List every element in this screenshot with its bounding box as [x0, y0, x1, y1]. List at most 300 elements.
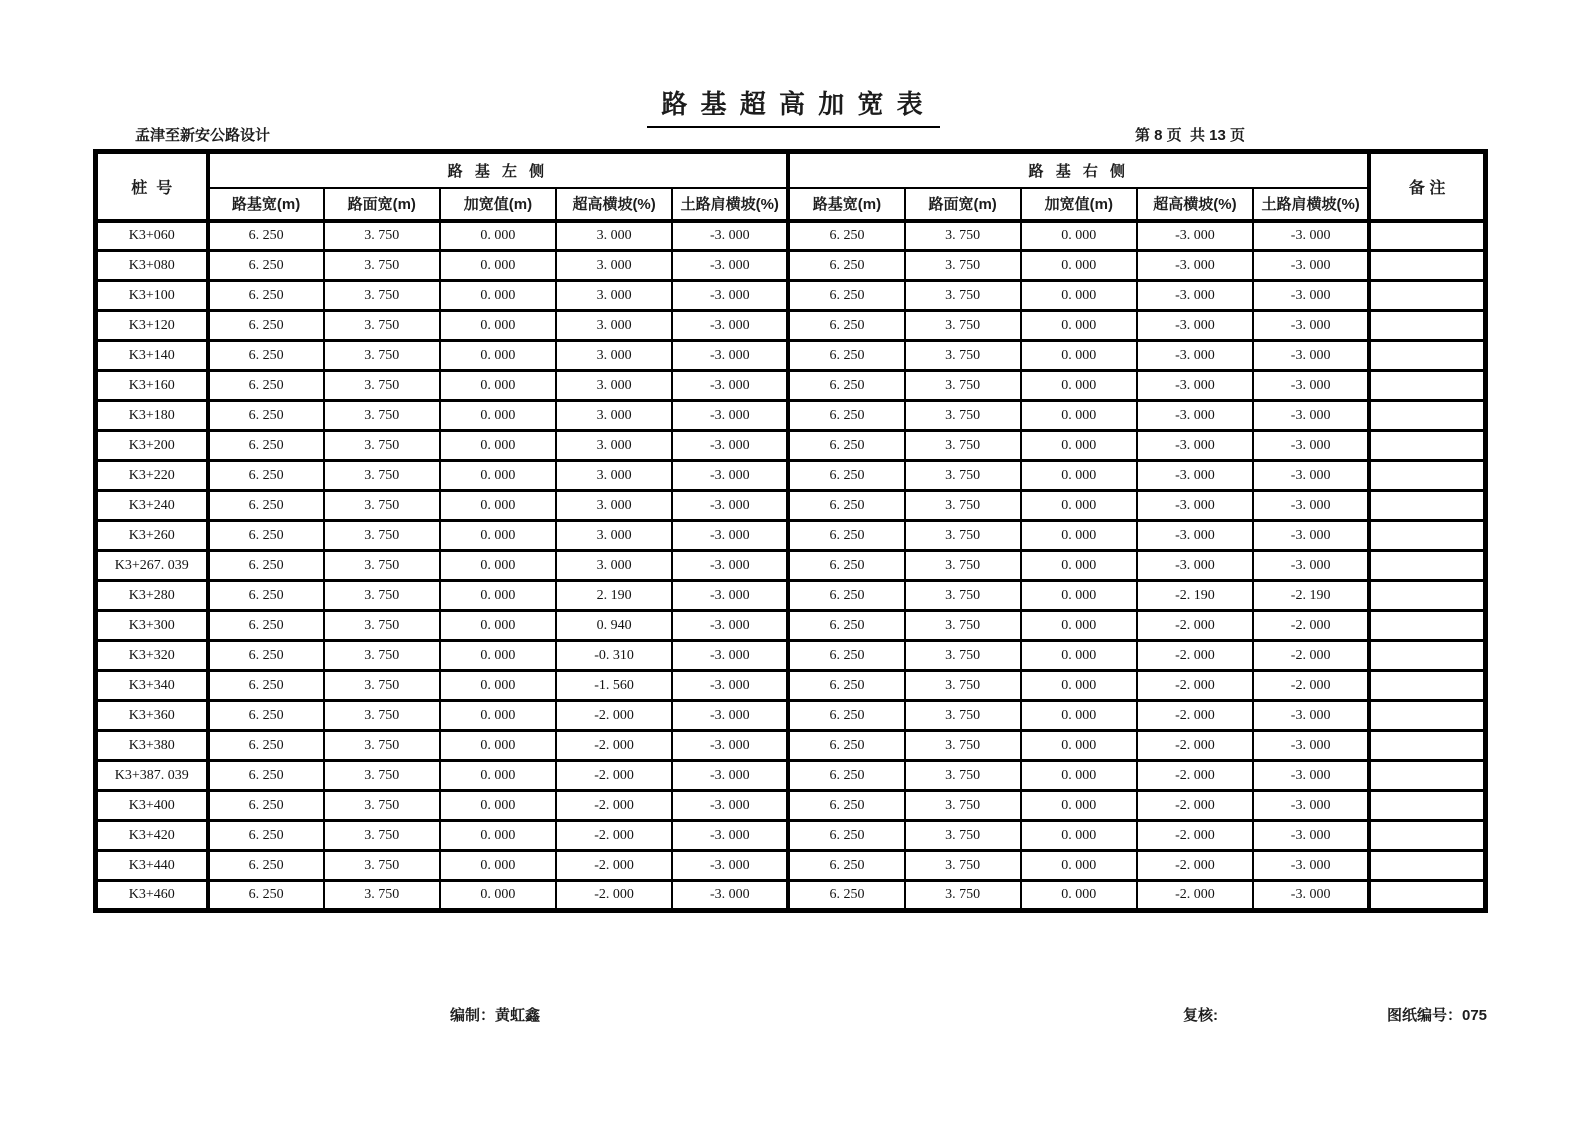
- station-cell: K3+267. 039: [96, 551, 208, 581]
- remark-cell: [1369, 701, 1485, 731]
- remark-cell: [1369, 671, 1485, 701]
- value-cell: -3. 000: [1253, 491, 1369, 521]
- value-cell: 6. 250: [208, 731, 324, 761]
- value-cell: 6. 250: [208, 491, 324, 521]
- remark-cell: [1369, 731, 1485, 761]
- value-cell: 0. 000: [440, 371, 556, 401]
- value-cell: -3. 000: [1137, 311, 1253, 341]
- value-cell: -2. 000: [556, 821, 672, 851]
- value-cell: 0. 000: [440, 341, 556, 371]
- table-row: [96, 851, 1486, 881]
- remark-cell: [1369, 581, 1485, 611]
- value-cell: 3. 750: [905, 491, 1021, 521]
- value-cell: 0. 000: [440, 491, 556, 521]
- value-cell: 3. 750: [905, 791, 1021, 821]
- value-cell: -3. 000: [1253, 401, 1369, 431]
- value-cell: -3. 000: [672, 341, 788, 371]
- value-cell: 3. 750: [905, 641, 1021, 671]
- value-cell: -2. 190: [1137, 581, 1253, 611]
- table-row: [96, 311, 1486, 341]
- value-cell: -3. 000: [1137, 221, 1253, 251]
- value-cell: -3. 000: [672, 581, 788, 611]
- page-title: 路 基 超 高 加 宽 表: [647, 84, 939, 128]
- value-cell: -3. 000: [1253, 221, 1369, 251]
- value-cell: 3. 000: [556, 221, 672, 251]
- table-row: [96, 371, 1486, 401]
- value-cell: 6. 250: [788, 881, 904, 911]
- page-number: 第 8 页 共 13 页: [1135, 127, 1246, 144]
- value-cell: 0. 000: [440, 641, 556, 671]
- value-cell: 6. 250: [788, 761, 904, 791]
- station-cell: K3+260: [96, 521, 208, 551]
- value-cell: 6. 250: [208, 701, 324, 731]
- left-widening-header: 加宽值(m): [440, 188, 556, 221]
- value-cell: 3. 000: [556, 251, 672, 281]
- left-shoulder-slope-header: 土路肩横坡(%): [672, 188, 788, 221]
- value-cell: 3. 750: [905, 731, 1021, 761]
- value-cell: 0. 000: [440, 251, 556, 281]
- station-cell: K3+160: [96, 371, 208, 401]
- value-cell: -3. 000: [1253, 851, 1369, 881]
- superelevation-widening-table: [93, 149, 1488, 913]
- value-cell: 3. 750: [905, 551, 1021, 581]
- value-cell: 3. 000: [556, 551, 672, 581]
- value-cell: 3. 000: [556, 521, 672, 551]
- value-cell: 3. 750: [324, 221, 440, 251]
- value-cell: 0. 000: [1021, 611, 1137, 641]
- value-cell: 6. 250: [788, 581, 904, 611]
- value-cell: -3. 000: [672, 761, 788, 791]
- value-cell: -3. 000: [1137, 431, 1253, 461]
- table-row: [96, 761, 1486, 791]
- value-cell: 6. 250: [788, 431, 904, 461]
- value-cell: 3. 750: [905, 611, 1021, 641]
- value-cell: -3. 000: [1137, 401, 1253, 431]
- value-cell: -2. 000: [1137, 791, 1253, 821]
- value-cell: -3. 000: [1253, 731, 1369, 761]
- value-cell: 0. 000: [440, 701, 556, 731]
- value-cell: 0. 000: [1021, 311, 1137, 341]
- value-cell: -3. 000: [1253, 521, 1369, 551]
- value-cell: 6. 250: [208, 821, 324, 851]
- value-cell: 3. 750: [905, 431, 1021, 461]
- table-row: [96, 281, 1486, 311]
- station-cell: K3+340: [96, 671, 208, 701]
- value-cell: -3. 000: [672, 281, 788, 311]
- value-cell: 6. 250: [208, 521, 324, 551]
- value-cell: -3. 000: [672, 671, 788, 701]
- station-cell: K3+060: [96, 221, 208, 251]
- value-cell: -2. 000: [556, 761, 672, 791]
- value-cell: 6. 250: [788, 461, 904, 491]
- table-row: [96, 731, 1486, 761]
- value-cell: 6. 250: [208, 431, 324, 461]
- remark-cell: [1369, 401, 1485, 431]
- value-cell: 3. 750: [905, 521, 1021, 551]
- value-cell: 3. 750: [324, 671, 440, 701]
- value-cell: -3. 000: [1253, 341, 1369, 371]
- value-cell: -2. 000: [556, 701, 672, 731]
- value-cell: 3. 750: [905, 251, 1021, 281]
- value-cell: -3. 000: [1253, 281, 1369, 311]
- value-cell: 3. 750: [905, 671, 1021, 701]
- left-subgrade-width-header: 路基宽(m): [208, 188, 324, 221]
- value-cell: 6. 250: [788, 221, 904, 251]
- value-cell: 3. 750: [324, 821, 440, 851]
- value-cell: -2. 000: [1253, 641, 1369, 671]
- value-cell: -3. 000: [1137, 251, 1253, 281]
- drawing-number: 图纸编号：075: [1387, 1007, 1488, 1024]
- value-cell: 6. 250: [208, 251, 324, 281]
- value-cell: -2. 000: [1137, 641, 1253, 671]
- value-cell: 0. 000: [440, 731, 556, 761]
- table-row: [96, 491, 1486, 521]
- value-cell: 6. 250: [788, 401, 904, 431]
- remark-cell: [1369, 551, 1485, 581]
- value-cell: 3. 000: [556, 371, 672, 401]
- value-cell: -3. 000: [1137, 461, 1253, 491]
- value-cell: 0. 940: [556, 611, 672, 641]
- right-superelevation-header: 超高横坡(%): [1137, 188, 1253, 221]
- value-cell: 3. 000: [556, 431, 672, 461]
- station-cell: K3+420: [96, 821, 208, 851]
- left-group-header: 路 基 左 侧: [208, 152, 789, 188]
- value-cell: 0. 000: [1021, 371, 1137, 401]
- value-cell: 0. 000: [440, 761, 556, 791]
- value-cell: 6. 250: [788, 251, 904, 281]
- value-cell: 0. 000: [1021, 401, 1137, 431]
- remark-cell: [1369, 311, 1485, 341]
- station-cell: K3+100: [96, 281, 208, 311]
- table-row: [96, 641, 1486, 671]
- value-cell: 6. 250: [208, 611, 324, 641]
- table-row: [96, 791, 1486, 821]
- value-cell: 0. 000: [1021, 761, 1137, 791]
- table-row: [96, 881, 1486, 911]
- table-row: [96, 821, 1486, 851]
- value-cell: 0. 000: [1021, 521, 1137, 551]
- value-cell: 0. 000: [440, 581, 556, 611]
- value-cell: 0. 000: [440, 851, 556, 881]
- value-cell: -3. 000: [672, 611, 788, 641]
- value-cell: 6. 250: [788, 791, 904, 821]
- table-row: [96, 551, 1486, 581]
- value-cell: 0. 000: [1021, 221, 1137, 251]
- value-cell: 6. 250: [208, 551, 324, 581]
- value-cell: -3. 000: [1137, 281, 1253, 311]
- value-cell: 3. 000: [556, 461, 672, 491]
- value-cell: 6. 250: [208, 461, 324, 491]
- value-cell: 6. 250: [788, 311, 904, 341]
- project-name: 孟津至新安公路设计: [135, 127, 271, 144]
- remark-cell: [1369, 521, 1485, 551]
- right-pavement-width-header: 路面宽(m): [905, 188, 1021, 221]
- value-cell: -3. 000: [672, 551, 788, 581]
- value-cell: -2. 000: [556, 731, 672, 761]
- value-cell: 6. 250: [788, 641, 904, 671]
- value-cell: -3. 000: [672, 641, 788, 671]
- value-cell: 6. 250: [788, 611, 904, 641]
- value-cell: 6. 250: [208, 371, 324, 401]
- remark-cell: [1369, 251, 1485, 281]
- value-cell: 3. 750: [324, 791, 440, 821]
- value-cell: 0. 000: [1021, 641, 1137, 671]
- value-cell: 3. 750: [905, 371, 1021, 401]
- value-cell: -3. 000: [1253, 311, 1369, 341]
- value-cell: 0. 000: [440, 551, 556, 581]
- table-row: [96, 671, 1486, 701]
- station-cell: K3+080: [96, 251, 208, 281]
- value-cell: 3. 000: [556, 311, 672, 341]
- value-cell: -2. 190: [1253, 581, 1369, 611]
- value-cell: -2. 000: [1137, 731, 1253, 761]
- value-cell: -3. 000: [672, 371, 788, 401]
- station-cell: K3+280: [96, 581, 208, 611]
- value-cell: -3. 000: [672, 881, 788, 911]
- value-cell: 0. 000: [440, 791, 556, 821]
- value-cell: -3. 000: [672, 461, 788, 491]
- remark-cell: [1369, 821, 1485, 851]
- value-cell: 3. 750: [324, 401, 440, 431]
- value-cell: 6. 250: [788, 851, 904, 881]
- value-cell: -2. 000: [1137, 851, 1253, 881]
- value-cell: 0. 000: [440, 311, 556, 341]
- value-cell: -3. 000: [1253, 371, 1369, 401]
- value-cell: 3. 750: [324, 341, 440, 371]
- value-cell: 0. 000: [1021, 851, 1137, 881]
- prepared-by: 编制：黄虹鑫: [450, 1007, 541, 1024]
- value-cell: 3. 750: [324, 521, 440, 551]
- value-cell: -3. 000: [672, 431, 788, 461]
- value-cell: 3. 750: [905, 221, 1021, 251]
- value-cell: 3. 750: [324, 491, 440, 521]
- value-cell: 3. 000: [556, 341, 672, 371]
- value-cell: 3. 750: [905, 311, 1021, 341]
- value-cell: 0. 000: [1021, 251, 1137, 281]
- value-cell: -3. 000: [1253, 761, 1369, 791]
- station-cell: K3+220: [96, 461, 208, 491]
- station-cell: K3+300: [96, 611, 208, 641]
- value-cell: 0. 000: [1021, 791, 1137, 821]
- value-cell: 0. 000: [1021, 671, 1137, 701]
- value-cell: 6. 250: [208, 341, 324, 371]
- value-cell: 3. 750: [324, 701, 440, 731]
- remark-cell: [1369, 851, 1485, 881]
- remark-cell: [1369, 341, 1485, 371]
- value-cell: -2. 000: [1137, 821, 1253, 851]
- value-cell: 3. 750: [324, 641, 440, 671]
- right-widening-header: 加宽值(m): [1021, 188, 1137, 221]
- value-cell: -2. 000: [1137, 671, 1253, 701]
- value-cell: 3. 750: [324, 851, 440, 881]
- value-cell: 0. 000: [1021, 281, 1137, 311]
- value-cell: -3. 000: [672, 701, 788, 731]
- value-cell: 6. 250: [208, 311, 324, 341]
- remark-cell: [1369, 611, 1485, 641]
- value-cell: 3. 750: [324, 431, 440, 461]
- table-row: [96, 461, 1486, 491]
- value-cell: 6. 250: [208, 671, 324, 701]
- value-cell: -2. 000: [1253, 611, 1369, 641]
- value-cell: 6. 250: [788, 821, 904, 851]
- remark-cell: [1369, 491, 1485, 521]
- remark-cell: [1369, 761, 1485, 791]
- value-cell: 0. 000: [1021, 881, 1137, 911]
- value-cell: 0. 000: [440, 521, 556, 551]
- value-cell: 3. 000: [556, 401, 672, 431]
- value-cell: 0. 000: [1021, 581, 1137, 611]
- value-cell: 6. 250: [208, 401, 324, 431]
- value-cell: 0. 000: [1021, 731, 1137, 761]
- table-row: [96, 431, 1486, 461]
- value-cell: 0. 000: [1021, 431, 1137, 461]
- value-cell: -1. 560: [556, 671, 672, 701]
- value-cell: 0. 000: [1021, 461, 1137, 491]
- value-cell: 0. 000: [440, 611, 556, 641]
- table-row: [96, 401, 1486, 431]
- value-cell: 6. 250: [788, 551, 904, 581]
- value-cell: 3. 000: [556, 491, 672, 521]
- value-cell: -3. 000: [1137, 491, 1253, 521]
- value-cell: 3. 750: [324, 461, 440, 491]
- station-cell: K3+240: [96, 491, 208, 521]
- value-cell: 0. 000: [1021, 491, 1137, 521]
- value-cell: -3. 000: [1253, 701, 1369, 731]
- value-cell: -3. 000: [672, 311, 788, 341]
- value-cell: -3. 000: [1137, 521, 1253, 551]
- value-cell: -2. 000: [1137, 611, 1253, 641]
- value-cell: 3. 750: [905, 881, 1021, 911]
- value-cell: -3. 000: [1137, 551, 1253, 581]
- value-cell: -2. 000: [1137, 881, 1253, 911]
- value-cell: -3. 000: [672, 521, 788, 551]
- value-cell: -3. 000: [672, 221, 788, 251]
- station-header: 桩 号: [96, 152, 208, 221]
- value-cell: 2. 190: [556, 581, 672, 611]
- right-group-header: 路 基 右 侧: [788, 152, 1369, 188]
- value-cell: 0. 000: [440, 461, 556, 491]
- station-cell: K3+180: [96, 401, 208, 431]
- value-cell: 3. 750: [905, 701, 1021, 731]
- value-cell: -3. 000: [672, 791, 788, 821]
- value-cell: 6. 250: [208, 851, 324, 881]
- value-cell: -3. 000: [1253, 431, 1369, 461]
- value-cell: -2. 000: [1253, 671, 1369, 701]
- value-cell: 3. 750: [905, 581, 1021, 611]
- value-cell: 6. 250: [788, 701, 904, 731]
- value-cell: 6. 250: [788, 671, 904, 701]
- value-cell: -3. 000: [1253, 791, 1369, 821]
- group-header-row: [96, 152, 1486, 188]
- value-cell: 3. 750: [905, 461, 1021, 491]
- value-cell: 3. 750: [324, 881, 440, 911]
- value-cell: -3. 000: [1137, 341, 1253, 371]
- station-cell: K3+387. 039: [96, 761, 208, 791]
- value-cell: 3. 750: [905, 761, 1021, 791]
- value-cell: -0. 310: [556, 641, 672, 671]
- station-cell: K3+320: [96, 641, 208, 671]
- value-cell: 3. 000: [556, 281, 672, 311]
- value-cell: 6. 250: [788, 491, 904, 521]
- station-cell: K3+200: [96, 431, 208, 461]
- value-cell: -2. 000: [1137, 761, 1253, 791]
- value-cell: 6. 250: [208, 641, 324, 671]
- value-cell: 0. 000: [440, 671, 556, 701]
- station-cell: K3+140: [96, 341, 208, 371]
- value-cell: -3. 000: [1253, 551, 1369, 581]
- value-cell: 6. 250: [208, 581, 324, 611]
- station-cell: K3+400: [96, 791, 208, 821]
- left-superelevation-header: 超高横坡(%): [556, 188, 672, 221]
- value-cell: 6. 250: [208, 221, 324, 251]
- value-cell: 6. 250: [788, 341, 904, 371]
- value-cell: -2. 000: [556, 881, 672, 911]
- value-cell: 6. 250: [788, 521, 904, 551]
- table-row: [96, 701, 1486, 731]
- station-cell: K3+460: [96, 881, 208, 911]
- table-row: [96, 341, 1486, 371]
- remark-cell: [1369, 461, 1485, 491]
- value-cell: 3. 750: [324, 371, 440, 401]
- value-cell: 0. 000: [1021, 341, 1137, 371]
- value-cell: 0. 000: [440, 221, 556, 251]
- value-cell: 3. 750: [905, 851, 1021, 881]
- table-row: [96, 611, 1486, 641]
- value-cell: -3. 000: [672, 851, 788, 881]
- value-cell: 0. 000: [1021, 821, 1137, 851]
- remark-cell: [1369, 281, 1485, 311]
- value-cell: 0. 000: [440, 821, 556, 851]
- value-cell: 3. 750: [324, 611, 440, 641]
- value-cell: 6. 250: [788, 371, 904, 401]
- value-cell: 6. 250: [208, 761, 324, 791]
- table-row: [96, 581, 1486, 611]
- value-cell: -3. 000: [672, 401, 788, 431]
- value-cell: 6. 250: [208, 281, 324, 311]
- value-cell: 3. 750: [324, 551, 440, 581]
- table-header: [96, 152, 1486, 221]
- value-cell: 3. 750: [324, 731, 440, 761]
- value-cell: 0. 000: [1021, 551, 1137, 581]
- value-cell: -3. 000: [672, 491, 788, 521]
- remark-cell: [1369, 371, 1485, 401]
- value-cell: -3. 000: [1137, 371, 1253, 401]
- right-shoulder-slope-header: 土路肩横坡(%): [1253, 188, 1369, 221]
- value-cell: 3. 750: [324, 761, 440, 791]
- reviewed-by: 复核:: [1183, 1007, 1218, 1024]
- value-cell: -3. 000: [672, 731, 788, 761]
- remark-cell: [1369, 881, 1485, 911]
- value-cell: 3. 750: [324, 581, 440, 611]
- table-row: [96, 521, 1486, 551]
- remark-header: 备 注: [1369, 152, 1485, 221]
- value-cell: 0. 000: [440, 281, 556, 311]
- value-cell: 3. 750: [324, 251, 440, 281]
- station-cell: K3+440: [96, 851, 208, 881]
- remark-cell: [1369, 641, 1485, 671]
- table-row: [96, 221, 1486, 251]
- value-cell: -2. 000: [556, 791, 672, 821]
- sub-header-row: [96, 188, 1486, 221]
- value-cell: 6. 250: [208, 791, 324, 821]
- value-cell: -3. 000: [1253, 821, 1369, 851]
- value-cell: 3. 750: [905, 401, 1021, 431]
- value-cell: 3. 750: [324, 281, 440, 311]
- value-cell: 3. 750: [324, 311, 440, 341]
- station-cell: K3+380: [96, 731, 208, 761]
- value-cell: -3. 000: [672, 251, 788, 281]
- remark-cell: [1369, 791, 1485, 821]
